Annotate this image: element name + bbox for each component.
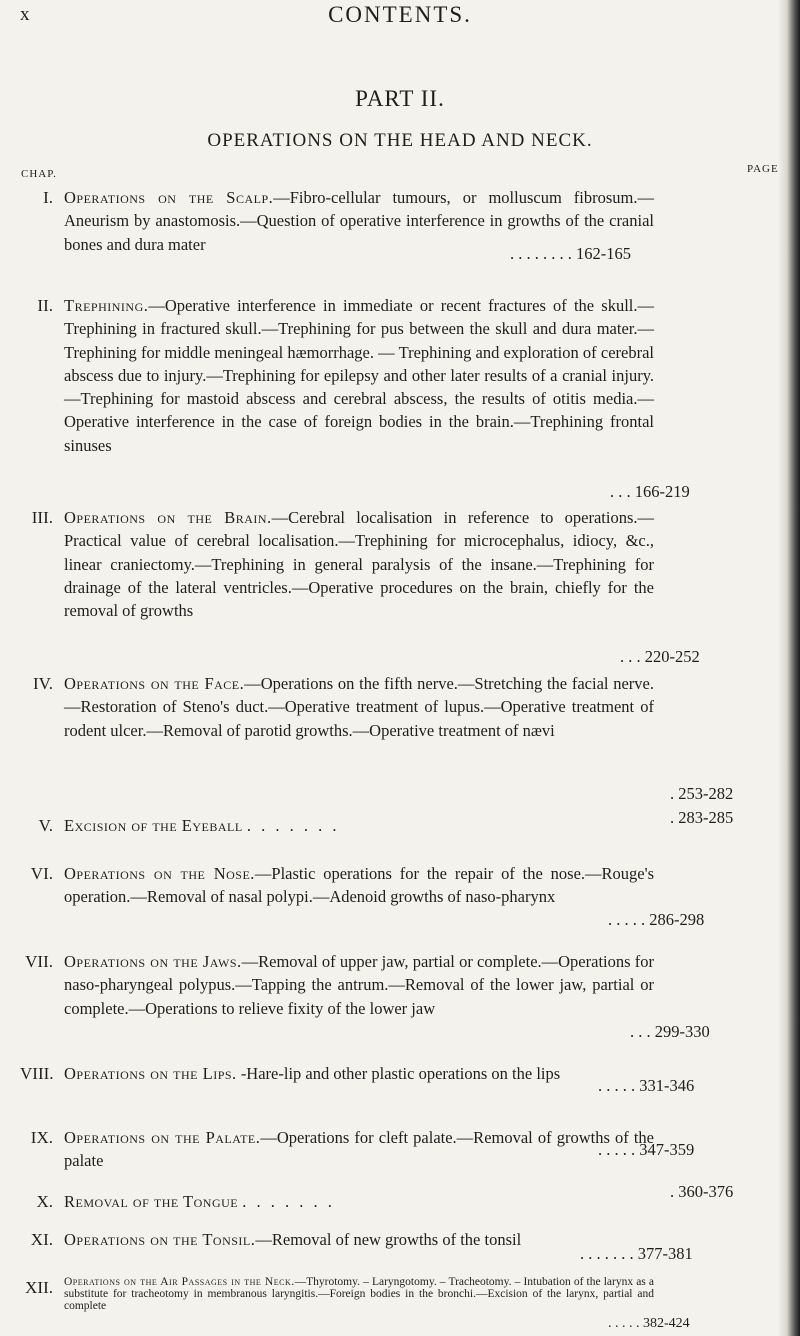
chapter-heading: Operations on the Nose. [64,864,255,883]
chapter-number: V. [38,816,53,835]
chapter-description: —Removal of new growths of the tonsil [255,1230,522,1249]
chapter-number: IV. [33,674,53,693]
chapter-description: -Hare-lip and other plastic operations on the lips [240,1064,561,1083]
page-range: . . . 166-219 [610,482,690,501]
page-edge-shadow [778,0,800,1336]
chapter-column-label: CHAP. [21,168,57,180]
chapter-description: —Cerebral localisation in reference to operations.—Practical value of cerebral localisation.—Trephining for microcephalus, idiocy, &c., linear craniectomy.—Trephining in general paralysis of the insane.—Trephining for drainage of the lateral ventricles.—Operative procedures on the brain, chiefly for the removal of growths [64,508,654,621]
chapter-description: —Operative interference in immediate or recent fractures of the skull.—Trephining in fractured skull.—Trephining for pus between the skull and dura mater.—Trephining for middle meningeal hæmorrhage. — Trephining and exploration of cerebral abscess due to injury.—Trephining for epilepsy and other later results of a cranial injury.—Trephining for mastoid abscess and cerebral abscess, the results of otitis media.—Operative interference in the case of foreign bodies in the brain.—Trephining frontal sinuses [64,296,654,455]
chapter-number: VI. [30,864,53,883]
chapter-text [64,1062,654,1085]
chapter-description: —Removal of upper jaw, partial or complete.—Operations for naso-pharyngeal polypus.—Tapping the antrum.—Removal of the lower jaw, partial or complete.—Operations to relieve fixity of the lower jaw [64,952,654,1018]
chapter-number: X. [36,1192,53,1211]
chapter-text [64,814,654,837]
page-column-label: PAGE [747,163,779,175]
chapter-number: II. [37,296,53,315]
chapter-description: —Fibro-cellular tumours, or molluscum fibrosum.—Aneurism by anastomosis.—Question of operative interference in growths of the cranial bones and dura mater [64,188,654,254]
page-range: . . . 220-252 [620,647,700,666]
page-range: . . . . . . . 377-381 [580,1244,693,1263]
chapter-description: —Operations for cleft palate.—Removal of growths of the palate [64,1128,655,1171]
chapter-description: —Thyrotomy. – Laryngotomy. – Tracheotomy. – Intubation of the larynx as a substitute for tracheotomy in membranous laryngitis.—Foreign bodies in the bronchi.—Excision of the larynx, partial and complete [64,1276,654,1312]
chapter-heading: Operations on the Jaws. [64,952,242,971]
chapter-description: . . . . . . . [246,816,340,835]
chapter-heading: Operations on the Brain. [64,508,272,527]
chapter-description: —Plastic operations for the repair of the nose.—Rouge's operation.—Removal of nasal polypi.—Adenoid growths of naso-pharynx [64,864,654,907]
chapter-number: VIII. [20,1064,54,1083]
chapter-heading: Operations on the Face. [64,674,245,693]
chapter-number: VII. [25,952,53,971]
chapter-text [64,672,654,742]
chapter-heading: Excision of the Eyeball [64,816,243,835]
chapter-text [64,506,654,622]
chapter-heading: Operations on the Lips. [64,1064,237,1083]
chapter-text [64,1190,654,1213]
part-title: PART II. [355,86,445,111]
chapter-heading: Operations on the Air Passages in the Neck. [64,1276,295,1288]
page-range: . 360-376 [670,1182,734,1201]
page-range: . . . . . 382-424 [608,1316,690,1331]
chapter-heading: Removal of the Tongue [64,1192,239,1211]
chapter-number: III. [31,508,53,527]
running-title: CONTENTS. [328,2,472,27]
page-range: . . . . . . . . 162-165 [510,244,631,263]
chapter-text [64,294,654,457]
chapter-text [64,1228,654,1251]
page-number: x [20,4,30,25]
chapter-description: —Operations on the fifth nerve.—Stretching the facial nerve.—Restoration of Steno's duct.—Operative treatment of lupus.—Operative treatment of rodent ulcer.—Removal of parotid growths.—Operative treatment of nævi [64,674,654,740]
chapter-heading: Trephining. [64,296,149,315]
chapter-text [64,862,654,909]
page-range: . . . . . 347-359 [598,1140,695,1159]
chapter-description: . . . . . . . [242,1192,335,1211]
page-range: . . . . . 286-298 [608,910,705,929]
page-range: . 283-285 [670,808,734,827]
chapter-text [64,1126,654,1173]
chapter-heading: Operations on the Tonsil. [64,1230,256,1249]
chapter-text [64,1276,654,1312]
chapter-heading: Operations on the Scalp. [64,188,274,207]
page-range: . . . . . 331-346 [598,1076,695,1095]
chapter-heading: Operations on the Palate. [64,1128,261,1147]
chapter-number: XII. [25,1278,53,1297]
page-range: . 253-282 [670,784,734,803]
chapter-number: IX. [30,1128,53,1147]
chapter-text [64,950,654,1020]
section-subtitle: OPERATIONS ON THE HEAD AND NECK. [207,130,593,151]
page-range: . . . 299-330 [630,1022,710,1041]
chapter-number: XI. [30,1230,53,1249]
chapter-number: I. [43,188,53,207]
